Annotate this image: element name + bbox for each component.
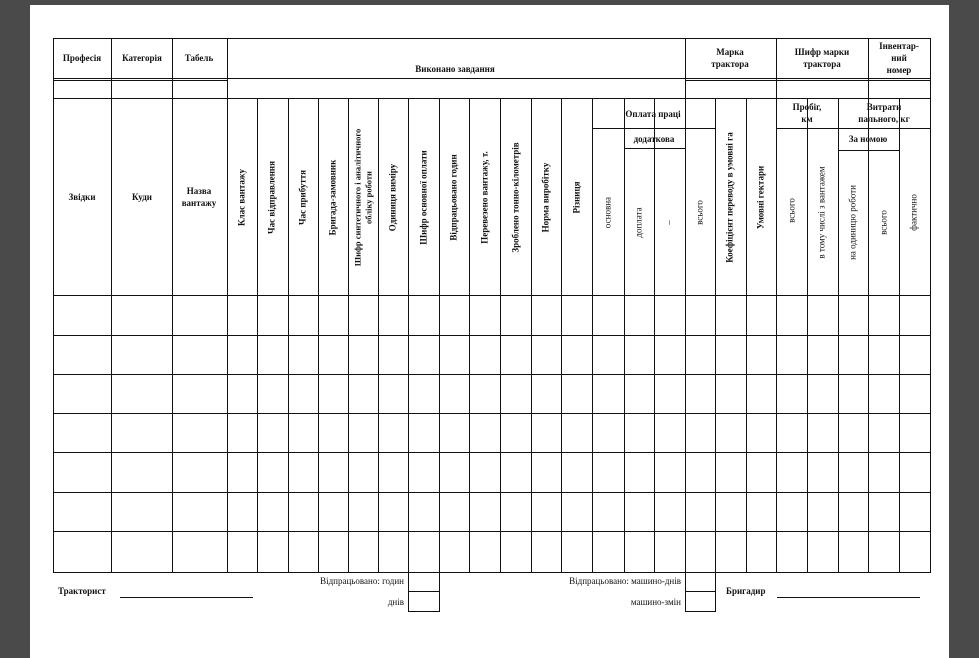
grid-line [172, 38, 173, 99]
hours-box-left [408, 572, 409, 612]
col-dash: – [663, 219, 674, 225]
col-to: Куди [132, 191, 152, 202]
grid-line [685, 80, 931, 81]
col-unit: Одиниця виміру [387, 163, 398, 231]
col-departure-time: Час відправлення [266, 160, 277, 234]
col-arrival-time: Час прибуття [297, 169, 308, 225]
col-basic-pay: основна [602, 196, 613, 228]
col-pay-group: Оплата праці [625, 108, 681, 119]
col-additional: додаткова [633, 133, 675, 144]
machine-shifts-label: машино-змін [630, 596, 681, 607]
tractor-driver-label: Тракторист [58, 585, 106, 596]
col-mileage: Пробіг, [792, 101, 822, 112]
col-mileage-2: км [801, 113, 813, 124]
col-by-norm: За номою [848, 133, 888, 144]
col-cargo-name-2: вантажу [181, 197, 217, 208]
tractor-brand-header: Марка [716, 46, 744, 57]
table-row-line [53, 413, 931, 414]
category-header: Категорія [122, 52, 162, 63]
col-from: Звідки [68, 191, 96, 202]
col-account-code-2: обліку роботи [363, 170, 374, 224]
profession-header: Професія [62, 52, 102, 63]
table-row-line [53, 335, 931, 336]
table-row-line [53, 452, 931, 453]
grid-line [624, 148, 686, 149]
grid-line [592, 128, 716, 129]
col-surcharge: доплата [633, 206, 644, 238]
grid-line [53, 80, 228, 81]
column-header-bottom [53, 295, 931, 296]
tabel-header: Табель [184, 52, 214, 63]
form-border-bottom [53, 572, 931, 573]
foreman-label: Бригадир [726, 585, 766, 596]
table-row-line [53, 492, 931, 493]
col-ton-km: Зроблено тонно-кілометрів [510, 141, 521, 253]
grid-line [685, 591, 716, 592]
col-fuel-total: всього [878, 209, 889, 235]
hours-box-right [439, 572, 440, 612]
col-difference: Різниця [571, 180, 582, 214]
grid-line [685, 611, 716, 612]
grid-line [227, 98, 686, 99]
col-total-pay: всього [694, 199, 705, 225]
col-conversion-coef: Коефіцієнт переводу в умовні га [724, 131, 735, 263]
inventory-header: Інвентар- [879, 40, 919, 51]
col-output-norm: Норма виробітку [540, 162, 551, 232]
inventory-header-3: номер [886, 64, 912, 75]
col-cargo-name: Назва [186, 185, 212, 196]
col-brigade-customer: Бригада-замовник [327, 159, 338, 235]
tractor-code-header: Шифр марки [794, 46, 850, 57]
machine-box-left [685, 572, 686, 612]
col-hours-worked: Відпрацьовано годин [448, 153, 459, 241]
grid-line [776, 128, 931, 129]
header-line [53, 78, 931, 79]
tractor-brand-header-2: трактора [711, 58, 749, 69]
machine-days-label: Відпрацьовано: машино-днів [569, 575, 681, 586]
col-basic-pay-code: Шифр основної оплати [418, 149, 429, 245]
foreman-signature-line[interactable] [777, 597, 920, 598]
task-done-header: Виконано завдання [415, 63, 495, 74]
col-fuel: Витрати [866, 101, 902, 112]
col-account-code: Шифр синтетичного і аналітичного [352, 128, 363, 266]
tractor-driver-signature-line[interactable] [120, 597, 253, 598]
col-per-unit: на одиницю роботи [847, 184, 858, 260]
tractor-code-header-2: трактора [803, 58, 841, 69]
col-fuel-actual: фактично [908, 193, 919, 231]
inventory-header-2: ний [891, 52, 907, 63]
table-row-line [53, 374, 931, 375]
grid-line [408, 611, 440, 612]
grid-line [111, 38, 112, 99]
form-border-top [53, 38, 931, 39]
form-page [30, 5, 949, 658]
col-mileage-loaded: в тому числі з вантажем [816, 165, 827, 259]
col-conditional-ha: Умовні гектари [755, 165, 766, 229]
worked-days-label: днів [387, 596, 404, 607]
grid-line [408, 591, 440, 592]
machine-box-right [715, 572, 716, 612]
col-fuel-2: пального, кг [858, 113, 910, 124]
table-row-line [53, 531, 931, 532]
col-mileage-total: всього [786, 197, 797, 223]
worked-hours-label: Відпрацьовано: годин [320, 575, 404, 586]
grid-line [227, 38, 228, 99]
col-cargo-transported: Перевезено вантажу, т. [479, 150, 490, 244]
col-cargo-class: Клас вантажу [236, 168, 247, 226]
